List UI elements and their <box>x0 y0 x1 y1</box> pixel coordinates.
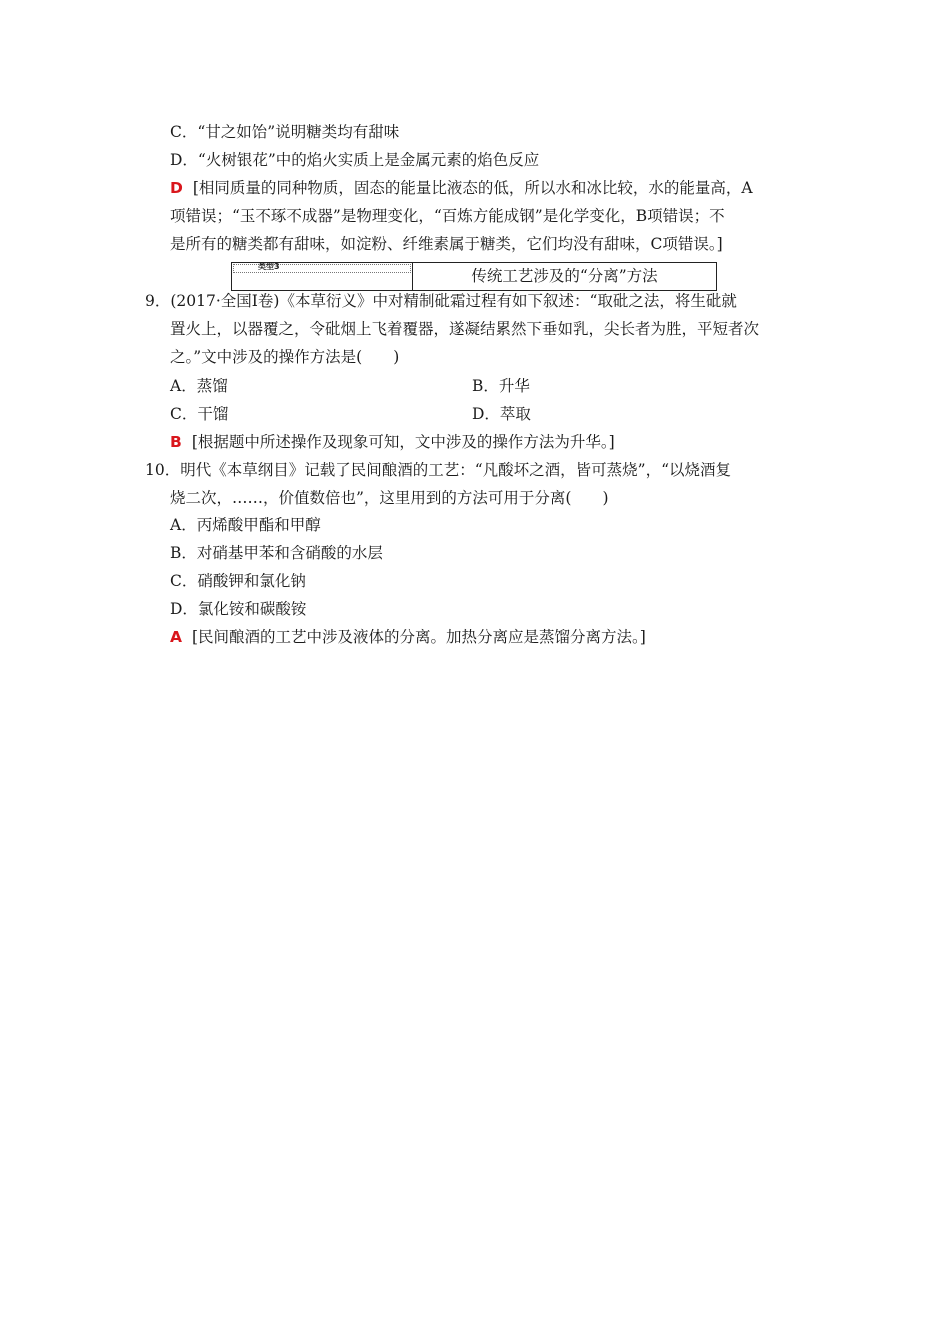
q8-answer-line-3: 是所有的糖类都有甜味，如淀粉、纤维素属于糖类，它们均没有甜味，C项错误。] <box>170 235 723 253</box>
q9-stem-line-1: 9．(2017·全国Ⅰ卷)《本草衍义》中对精制砒霜过程有如下叙述：“取砒之法，将生砒就 <box>145 292 737 310</box>
q10-answer-letter: A <box>170 628 182 646</box>
q10-answer-text: [民间酿酒的工艺中涉及液体的分离。加热分离应是蒸馏分离方法。] <box>192 628 646 646</box>
q9-answer-text: [根据题中所述操作及现象可知，文中涉及的操作方法为升华。] <box>191 433 615 451</box>
q9-answer-letter: B <box>170 433 182 451</box>
section-tag-label: 类型3 <box>258 262 280 271</box>
q10-option-c: C．硝酸钾和氯化钠 <box>170 572 306 590</box>
q8-option-d: D．“火树银花”中的焰火实质上是金属元素的焰色反应 <box>170 151 540 169</box>
q8-answer-letter: D <box>170 179 183 197</box>
q9-option-c: C．干馏 <box>170 405 229 423</box>
q10-option-a: A．丙烯酸甲酯和甲醇 <box>170 516 321 534</box>
q9-option-d: D．萃取 <box>472 405 531 423</box>
q8-option-c: C．“甘之如饴”说明糖类均有甜味 <box>170 123 400 141</box>
q9-answer <box>170 431 615 453</box>
q9-option-b: B．升华 <box>472 377 530 395</box>
q9-option-a: A．蒸馏 <box>170 377 228 395</box>
q8-answer-line-2: 项错误；“玉不琢不成器”是物理变化，“百炼方能成钢”是化学变化，B项错误；不 <box>170 207 725 225</box>
q10-stem-line-2: 烧二次，……，价值数倍也”，这里用到的方法可用于分离( ) <box>170 489 609 507</box>
section-title: 传统工艺涉及的“分离”方法 <box>471 267 658 285</box>
q9-stem-line-2: 置火上，以器覆之，令砒烟上飞着覆器，遂凝结累然下垂如乳，尖长者为胜，平短者次 <box>170 320 760 338</box>
q8-answer-text: [相同质量的同种物质，固态的能量比液态的低，所以水和冰比较，水的能量高，A <box>192 179 753 197</box>
section-tag <box>232 263 413 290</box>
section-banner <box>231 262 717 291</box>
q9-stem-line-3: 之。”文中涉及的操作方法是( ) <box>170 348 400 366</box>
q10-option-d: D．氯化铵和碳酸铵 <box>170 600 307 618</box>
q10-answer <box>170 626 646 648</box>
q10-option-b: B．对硝基甲苯和含硝酸的水层 <box>170 544 383 562</box>
q8-answer-line-1 <box>170 177 753 199</box>
q10-stem-line-1: 10．明代《本草纲目》记载了民间酿酒的工艺：“凡酸坏之酒，皆可蒸烧”，“以烧酒复 <box>145 461 731 479</box>
